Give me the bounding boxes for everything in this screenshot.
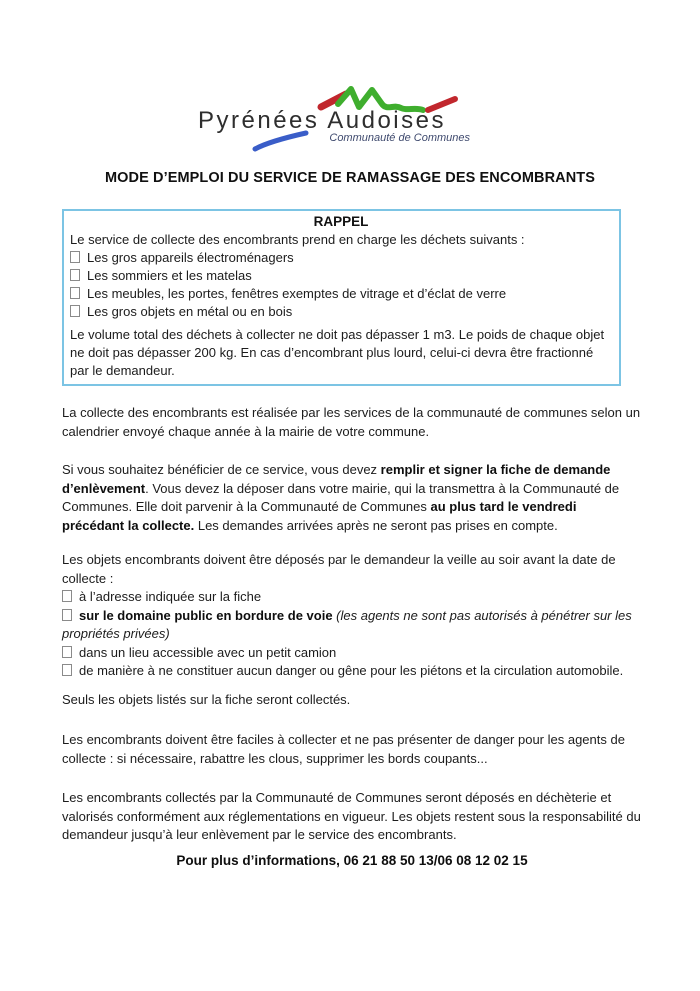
list-item-label: de manière à ne constituer aucun danger ou gêne pour les piétons et la circulation automobile. — [79, 663, 624, 678]
list-item-label: dans un lieu accessible avec un petit camion — [79, 644, 337, 660]
checkbox-icon — [70, 287, 80, 299]
checkbox-icon — [62, 609, 72, 621]
list-item — [62, 662, 642, 681]
paragraph-demande — [62, 461, 642, 535]
list-item-label: à l’adresse indiquée sur la fiche — [79, 589, 262, 604]
paragraph-bold-text: remplir et signer la fiche de demande d’enlèvement — [62, 462, 611, 496]
checkbox-icon — [70, 305, 80, 317]
list-item-label: Les gros objets en métal ou en bois — [87, 304, 293, 319]
rappel-heading: RAPPEL — [313, 214, 369, 229]
content-column — [62, 209, 642, 870]
paragraph-depot — [62, 551, 642, 681]
checkbox-icon — [62, 646, 72, 658]
list-item-label: Les sommiers et les matelas — [87, 268, 252, 283]
logo — [198, 85, 472, 155]
rappel-intro: Le service de collecte des encombrants prend en charge les déchets suivants : — [70, 232, 525, 247]
paragraph-collecte: La collecte des encombrants est réalisée par les services de la communauté de communes selon un calendrier envoyé chaque année à la mairie de votre commune. — [62, 405, 641, 439]
paragraph-text: . Vous devez la déposer dans votre mairie, qui la transmettra à la Communauté de Communes. Elle doit parvenir à la Communauté de Communes — [62, 480, 620, 514]
paragraph-seuls: Seuls les objets listés sur la fiche seront collectés. — [62, 691, 351, 707]
list-item-italic-note: (les agents ne sont pas autorisés à pénétrer sur les propriétés privées) — [62, 607, 632, 641]
volume-note: Le volume total des déchets à collecter ne doit pas dépasser 1 m3. Le poids de chaque objet ne doit pas dépasser 200 kg. En cas d’encombrant plus lourd, celui-ci devra être fractionné par le demandeur. — [70, 327, 605, 378]
checkbox-icon — [62, 664, 72, 676]
checkbox-icon — [70, 251, 80, 263]
rappel-box — [62, 209, 621, 386]
paragraph-decheterie: Les encombrants collectés par la Communauté de Communes seront déposés en déchèterie et valorisés conformément aux réglementations en vigueur. Les objets restent sous la responsabilité du demandeur jusqu’à leur enlèvement par le service des encombrants. — [62, 790, 641, 842]
list-item-label: Les meubles, les portes, fenêtres exemptes de vitrage et d’éclat de verre — [87, 286, 507, 301]
list-item-label: Les gros appareils électroménagers — [87, 250, 294, 265]
contact-footer: Pour plus d’informations, 06 21 88 50 13/06 08 12 02 15 — [176, 852, 528, 868]
logo-title: Pyrénées Audoises — [198, 107, 446, 134]
list-item — [70, 267, 612, 285]
checkbox-icon — [62, 590, 72, 602]
paragraph-text: Les demandes arrivées après ne seront pas prises en compte. — [194, 517, 558, 533]
list-item — [62, 607, 642, 644]
paragraph-securite: Les encombrants doivent être faciles à collecter et ne pas présenter de danger pour les agents de collecte : si nécessaire, rabattre les clous, supprimer les bords coupants... — [62, 732, 625, 766]
logo-blue-swoosh — [255, 133, 306, 149]
logo-subtitle: Communauté de Communes — [329, 132, 470, 144]
list-item — [70, 285, 612, 303]
list-item — [70, 303, 612, 321]
depot-intro: Les objets encombrants doivent être déposés par le demandeur la veille au soir avant la date de collecte : — [62, 552, 616, 586]
paragraph-bold-text: au plus tard le vendredi précédant la collecte. — [62, 499, 577, 533]
page-title: MODE D’EMPLOI DU SERVICE DE RAMASSAGE DES ENCOMBRANTS — [104, 170, 596, 186]
paragraph-text: Si vous souhaitez bénéficier de ce service, vous devez — [62, 462, 381, 477]
checkbox-icon — [70, 269, 80, 281]
list-item-bold-label: sur le domaine public en bordure de voie — [79, 607, 333, 623]
list-item — [62, 644, 642, 663]
list-item — [70, 249, 612, 267]
list-item — [62, 588, 642, 607]
